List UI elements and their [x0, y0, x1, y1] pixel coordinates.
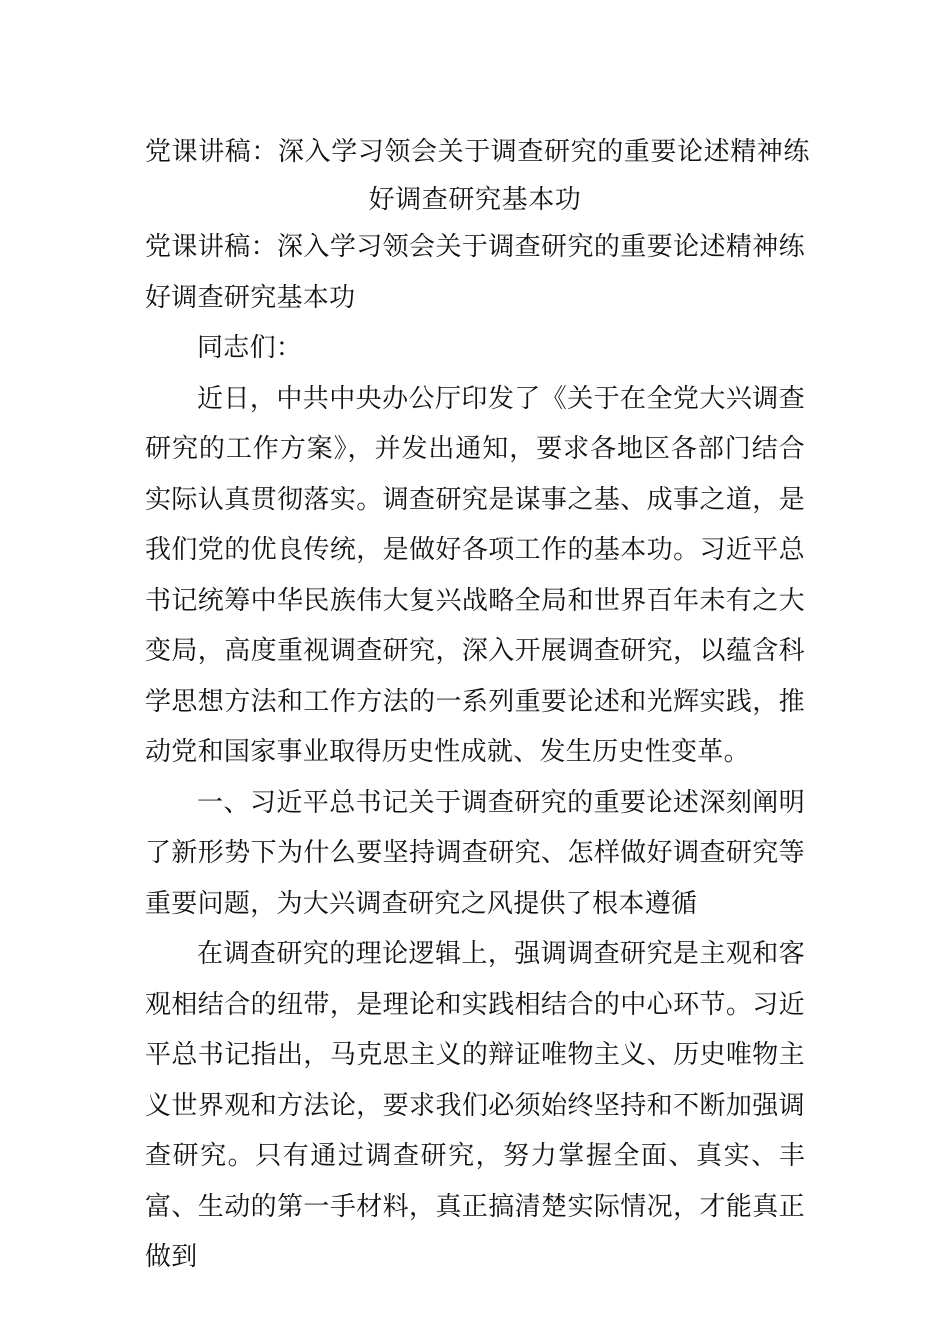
section-heading-1: 一、习近平总书记关于调查研究的重要论述深刻阐明了新形势下为什么要坚持调查研究、怎样做好调查研究等重要问题，为大兴调查研究之风提供了根本遵循: [145, 787, 805, 919]
salutation: 同志们：: [197, 333, 303, 363]
title-line-1: 党课讲稿：深入学习领会关于调查研究的重要论述精神练: [145, 137, 811, 167]
body-paragraph-1: 近日，中共中央办公厅印发了《关于在全党大兴调查研究的工作方案》，并发出通知，要求各地区各部门结合实际认真贯彻落实。调查研究是谋事之基、成事之道，是我们党的优良传统，是做好各项工作的基本功。习近平总书记统筹中华民族伟大复兴战略全局和世界百年未有之大变局，高度重视调查研究，深入开展调查研究，以蕴含科学思想方法和工作方法的一系列重要论述和光辉实践，推动党和国家事业取得历史性成就、发生历史性变革。: [145, 383, 805, 767]
subtitle-paragraph: 党课讲稿：深入学习领会关于调查研究的重要论述精神练好调查研究基本功: [145, 232, 805, 313]
document-title: [145, 128, 811, 224]
body-paragraph-2: 在调查研究的理论逻辑上，强调调查研究是主观和客观相结合的纽带，是理论和实践相结合的中心环节。习近平总书记指出，马克思主义的辩证唯物主义、历史唯物主义世界观和方法论，要求我们必须始终坚持和不断加强调查研究。只有通过调查研究，努力掌握全面、真实、丰富、生动的第一手材料，真正搞清楚实际情况，才能真正做到: [145, 939, 805, 1272]
title-line-2: 好调查研究基本功: [368, 185, 582, 215]
document-body: [145, 222, 805, 1283]
